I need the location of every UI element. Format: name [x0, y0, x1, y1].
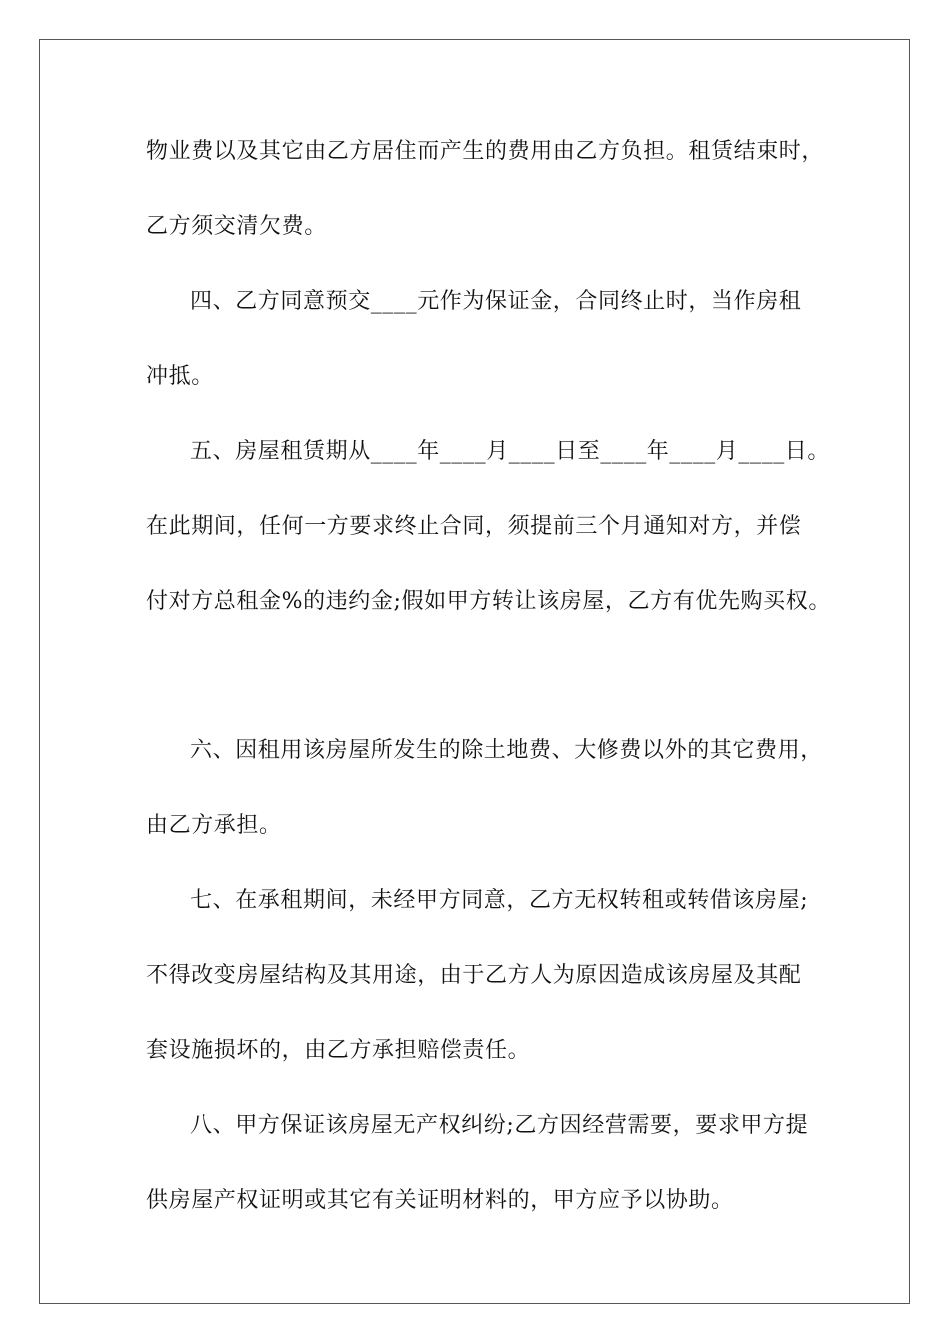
text-line: 在此期间，任何一方要求终止合同，须提前三个月通知对方，并偿: [146, 514, 802, 539]
text-line: 付对方总租金%的违约金;假如甲方转让该房屋，乙方有优先购买权。: [146, 589, 831, 614]
text-line: 供房屋产权证明或其它有关证明材料的，甲方应予以协助。: [146, 1188, 734, 1213]
text-line: 由乙方承担。: [146, 813, 282, 838]
clause-5-line: 五、房屋租赁期从____年____月____日至____年____月____日。: [190, 439, 831, 464]
clause-7-line: 七、在承租期间，未经甲方同意，乙方无权转租或转借该房屋;: [190, 888, 809, 913]
clause-4-line: 四、乙方同意预交____元作为保证金，合同终止时，当作房租: [190, 289, 802, 314]
text-line: 套设施损坏的，由乙方承担赔偿责任。: [146, 1038, 531, 1063]
text-line: 冲抵。: [146, 364, 214, 389]
clause-8-line: 八、甲方保证该房屋无产权纠纷;乙方因经营需要，要求甲方提: [190, 1113, 809, 1138]
clause-6-line: 六、因租用该房屋所发生的除土地费、大修费以外的其它费用，: [190, 738, 823, 763]
text-line: 物业费以及其它由乙方居住而产生的费用由乙方负担。租赁结束时，: [146, 139, 825, 164]
text-line: 不得改变房屋结构及其用途，由于乙方人为原因造成该房屋及其配: [146, 963, 802, 988]
text-line: 乙方须交清欠费。: [146, 214, 327, 239]
